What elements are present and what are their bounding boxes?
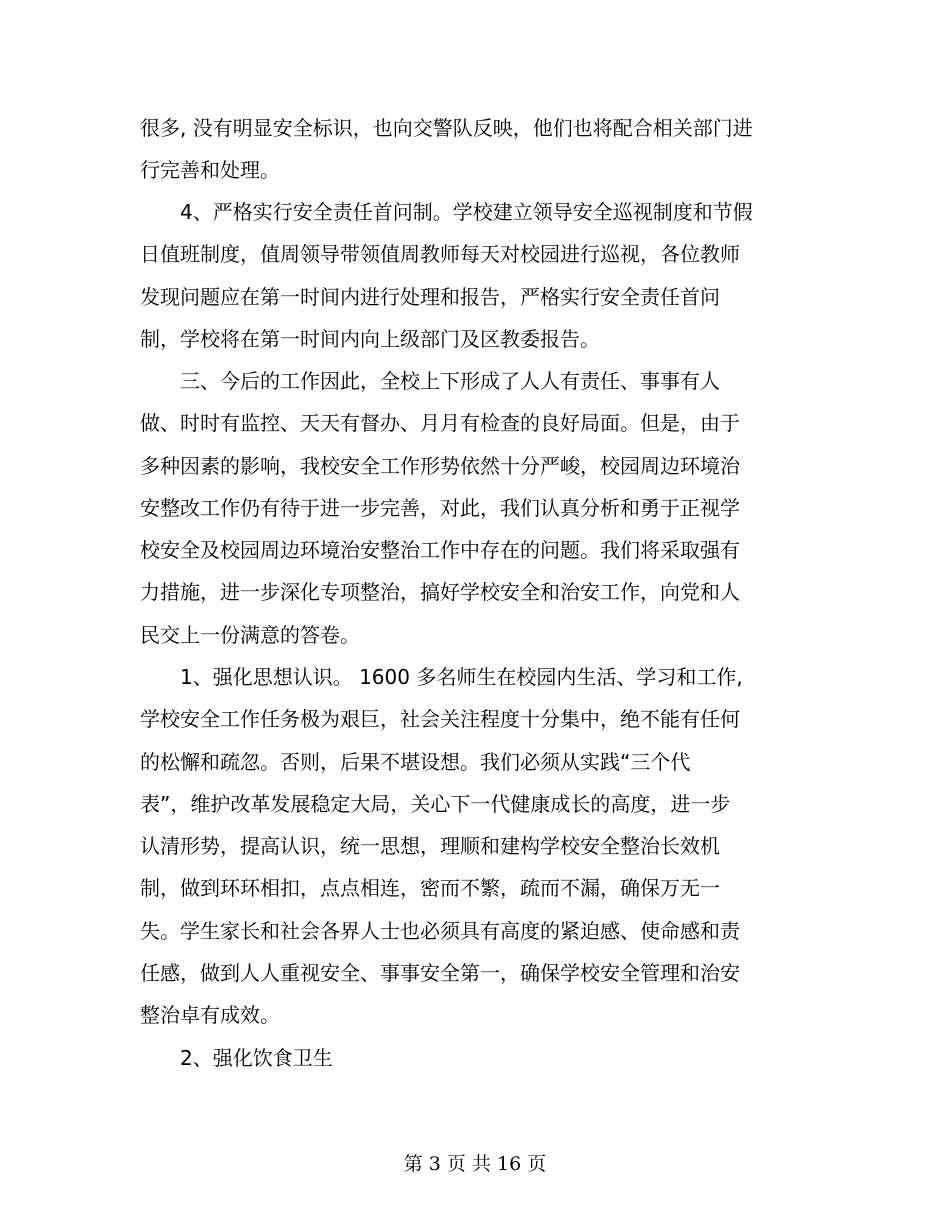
text-line: 失。学生家长和社会各界人士也必须具有高度的紧迫感、使命感和责 xyxy=(140,919,740,943)
text-line: 日值班制度，值周领导带领值周教师每天对校园进行巡视，各位教师 xyxy=(140,242,740,266)
text-line: 校安全及校园周边环境治安整治工作中存在的问题。我们将采取强有 xyxy=(140,538,740,562)
text-line: 1、强化思想认识。 1600 多名师生在校园内生活、学习和工作, xyxy=(140,665,743,689)
text-line: 做、时时有监控、天天有督办、月月有检查的良好局面。但是，由于 xyxy=(140,411,740,435)
text-line: 制，做到环环相扣，点点相连，密而不繁，疏而不漏，确保万无一 xyxy=(140,876,720,900)
text-line: 发现问题应在第一时间内进行处理和报告，严格实行安全责任首问 xyxy=(140,285,720,309)
text-line: 学校安全工作任务极为艰巨，社会关注程度十分集中，绝不能有任何 xyxy=(140,707,740,731)
text-line: 的松懈和疏忽。否则，后果不堪设想。我们必须从实践“三个代 xyxy=(140,750,691,774)
text-line: 4、严格实行安全责任首问制。学校建立领导安全巡视制度和节假 xyxy=(140,200,753,224)
text-line: 任感，做到人人重视安全、事事安全第一，确保学校安全管理和治安 xyxy=(140,961,740,985)
text-line: 很多, 没有明显安全标识，也向交警队反映，他们也将配合相关部门进 xyxy=(140,116,753,140)
text-line: 民交上一份满意的答卷。 xyxy=(140,623,360,647)
page-number-footer: 第 3 页 共 16 页 xyxy=(403,1153,547,1175)
text-line: 多种因素的影响，我校安全工作形势依然十分严峻，校园周边环境治 xyxy=(140,454,740,478)
text-line: 力措施，进一步深化专项整治，搞好学校安全和治安工作，向党和人 xyxy=(140,580,740,604)
text-line: 三、今后的工作因此，全校上下形成了人人有责任、事事有人 xyxy=(140,369,720,393)
text-line: 行完善和处理。 xyxy=(140,158,280,182)
text-line: 制，学校将在第一时间内向上级部门及区教委报告。 xyxy=(140,327,600,351)
text-line: 2、强化饮食卫生 xyxy=(140,1046,333,1070)
text-line: 认清形势，提高认识，统一思想，理顺和建构学校安全整治长效机 xyxy=(140,834,720,858)
text-line: 整治卓有成效。 xyxy=(140,1003,280,1027)
text-line: 安整改工作仍有待于进一步完善，对此，我们认真分析和勇于正视学 xyxy=(140,496,740,520)
text-line: 表”，维护改革发展稳定大局，关心下一代健康成长的高度，进一步 xyxy=(140,792,731,816)
